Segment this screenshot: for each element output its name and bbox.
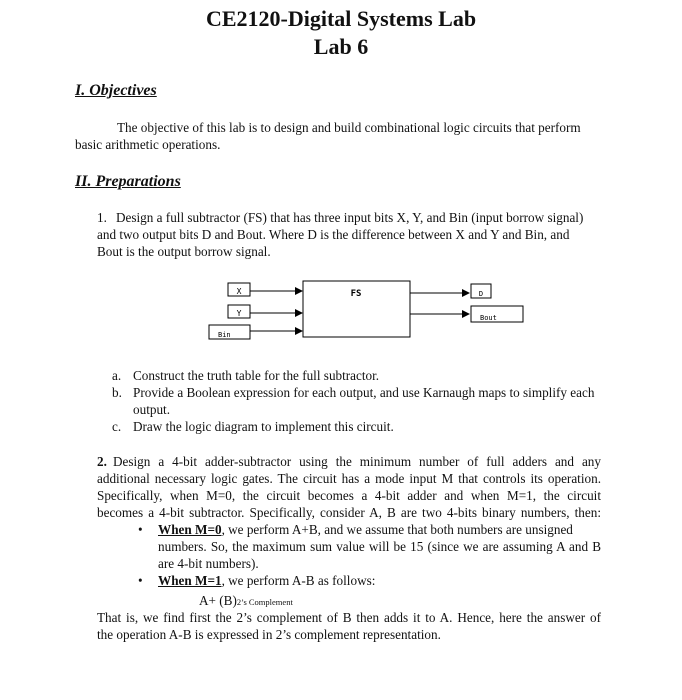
bullet1-line3: are 4-bit numbers).	[158, 556, 259, 571]
item2-number: 2.	[97, 454, 107, 469]
objectives-text-line2: basic arithmetic operations.	[75, 137, 221, 152]
output-bout-box	[471, 306, 523, 322]
subitem-b-marker: b.	[112, 385, 122, 400]
subitem-c-text: Draw the logic diagram to implement this circuit.	[133, 419, 394, 434]
subitem-a-text: Construct the truth table for the full subtractor.	[133, 368, 380, 383]
input-bin-label: Bin	[218, 331, 231, 339]
subitem-a-marker: a.	[112, 368, 122, 383]
item1-line3: Bout is the output borrow signal.	[97, 244, 271, 259]
item2-line1: Design a 4-bit adder-subtractor using the minimum number of full adders and any	[113, 454, 601, 469]
bullet2-rest: , we perform A-B as follows:	[221, 573, 376, 588]
item1-line1: Design a full subtractor (FS) that has three input bits X, Y, and Bin (input borrow signal)	[116, 210, 584, 225]
item2-line2: additional necessary logic gates. The circuit has a mode input M that controls its operation.	[97, 471, 601, 486]
objectives-heading: I. Objectives	[75, 82, 157, 99]
bullet1-line2: numbers. So, the maximum sum value will be 15 (since we are assuming A and B	[158, 539, 601, 554]
page-title: CE2120-Digital Systems Lab	[205, 6, 477, 31]
formula-main: A+ (B)	[199, 593, 237, 608]
subitem-c-marker: c.	[112, 419, 122, 434]
formula-subscript: 2’s Complement	[236, 597, 293, 607]
bullet2-label: When M=1	[158, 573, 222, 588]
output-d-label: D	[478, 290, 484, 298]
page-subtitle: Lab 6	[313, 34, 369, 59]
item2-line3: Specifically, when M=0, the circuit becomes a 4-bit adder and when M=1, the circuit	[97, 488, 601, 503]
fs-label: FS	[350, 289, 362, 299]
item2-line4: becomes a 4-bit subtractor. Specifically, consider A, B are two 4-bits binary numbers, then:	[97, 505, 601, 520]
subitem-b-text-line1: Provide a Boolean expression for each output, and use Karnaugh maps to simplify each	[133, 385, 595, 400]
input-x-label: X	[236, 287, 242, 296]
bullet2-marker: •	[138, 573, 143, 588]
closing-line1: That is, we find first the 2’s complement of B then adds it to A. Hence, here the answer of	[97, 610, 601, 625]
bullet1-label: When M=0	[158, 522, 222, 537]
bullet1-line1-rest: , we perform A+B, and we assume that both numbers are unsigned	[221, 522, 573, 537]
item1-number: 1.	[97, 210, 107, 225]
objectives-text-line1: The objective of this lab is to design and build combinational logic circuits that perform	[117, 120, 581, 135]
subitem-b-text-line2: output.	[133, 402, 170, 417]
item1-line2: and two output bits D and Bout. Where D is the difference between X and Y and Bin, and	[97, 227, 570, 242]
preparations-heading: II. Preparations	[75, 173, 181, 190]
closing-line2: the operation A-B is expressed in 2’s complement representation.	[97, 627, 441, 642]
bullet1-marker: •	[138, 522, 143, 537]
bullet2-line	[158, 572, 375, 589]
bullet1-line1	[158, 521, 601, 538]
output-bout-label: Bout	[480, 314, 497, 322]
input-y-label: Y	[236, 309, 242, 318]
